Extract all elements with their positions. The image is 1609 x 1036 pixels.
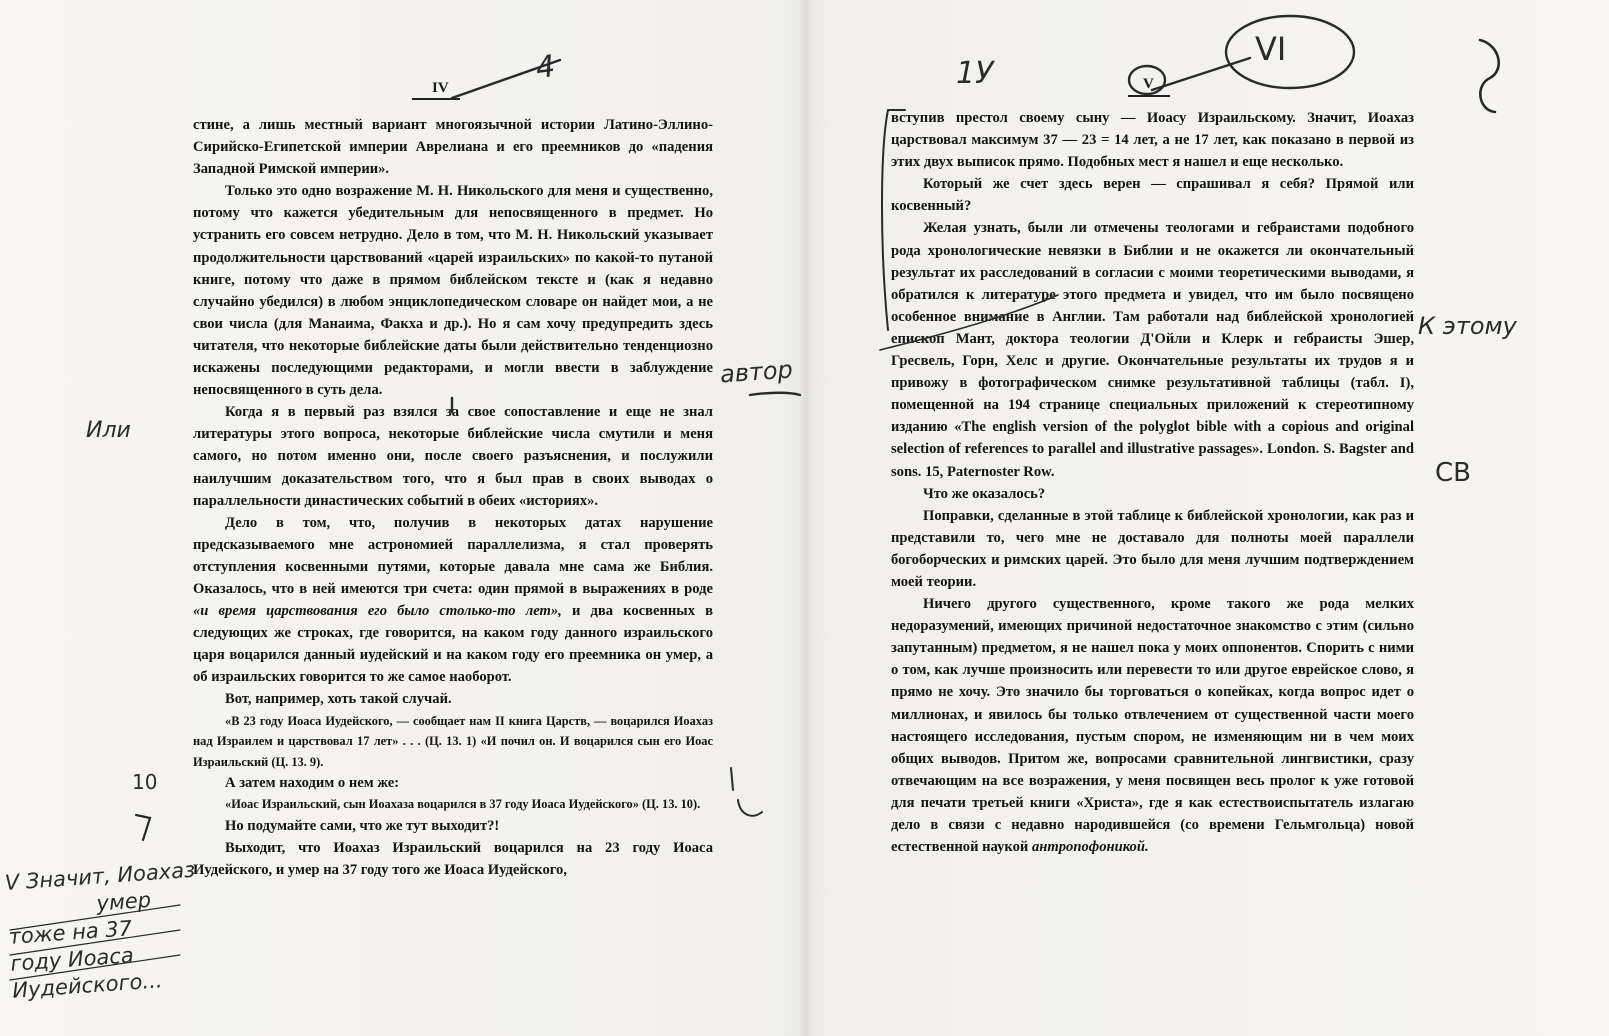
hw-circled-number: VI xyxy=(1255,30,1287,68)
circle-page-v xyxy=(1129,66,1165,94)
stroke-arrow-k-etomu xyxy=(880,295,1058,350)
left-paragraph-5: Вот, например, хоть такой случай. xyxy=(225,691,452,708)
hw-bottom-note-line-1: V Значит, Иоахаз xyxy=(4,857,196,895)
hw-margin-10: 10 xyxy=(132,770,158,794)
left-paragraph-2: Только это одно возражение М. Н. Никольского для меня и существенно, потому что кажется убедительным для непосвященного в предмет. Но устранить его совсем нетрудно. Дело в том, что М. Н. Никольский указывает продолжительности царствований «царей израильских» по какой-то путаной книге, потому что даже в прямом библейском тексте и (как я недавно случайно убедился) в любом энциклопедическом словаре он найдет мои, а не свои числа (для Манаима, Факха и др.). Но я сам хочу предупредить здесь читателя, что некоторые библейские даты были действительно тенденциозно искажены последующими редакторами, и могли ввести в заблуждение непосвященного в суть дела. xyxy=(193,183,713,399)
right-paragraph-1: вступив престол своему сыну — Иоасу Израильскому. Значит, Иоахаз царствовал максимум 37 — 23 = 14 лет, а не 17 лет, как показано в первой из этих двух выписок прямо. Подобных мест я нашел и еще несколько. xyxy=(891,110,1414,171)
stroke-tick-1 xyxy=(731,768,733,790)
left-paragraph-8: Выходит, что Иоахаз Израильский воцарился на 23 году Иоаса Иудейского, и умер на 37 году того же Иоаса Иудейского, xyxy=(193,839,713,878)
right-italic-word: антропофоникой. xyxy=(1031,839,1149,856)
right-paragraph-3: Желая узнать, были ли отмечены теологами и гебраистами подобного рода хронологические невязки в Библии и не окажется ли окончательный результат их расследований в согласии с моими теоретическими выводами, я обратился к литературе этого предмета и увидел, что им было посвящено особенное внимание в Англии. Там работали над библейской хронологией епископ Мант, доктора теологии Д'Ойли и Клерк и гебраисты Эшер, Гресвель, Горн, Хелс и другие. Окончательные результаты их трудов я и привожу в фотографическом снимке результативной таблицы (табл. I), помещенной на 194 странице специальных приложений к стереотипному изданию «The english version of the polyglot bible with a copious and original selection of references to parallel and illustrative passages». London. S. Bagster and sons. 15, Paternoster Row. xyxy=(891,220,1414,480)
left-paragraph-4-start: Дело в том, что, получив в некоторых датах нарушение предсказываемого мне астрономией параллелизма, я стал проверять отступления косвенными путями, которые давала мне сама же Библия. Оказалось, что в ней имеются три счета: один прямой в выражениях в роде xyxy=(193,514,713,597)
hw-bottom-note-line-3: тоже на 37 xyxy=(7,916,133,949)
hw-bottom-note-line-5: Иудейского... xyxy=(11,968,164,1003)
left-quote-1: «В 23 году Иоаса Иудейского, — сообщает нам II книга Царств, — воцарился Иоахаз над Израилем и царствовал 17 лет» . . . (Ц. 13. 1) «И почил он. И воцарился сын его Иоас Израильский (Ц. 13. 9). xyxy=(193,713,713,769)
stroke-line-to-vi xyxy=(1152,58,1250,90)
right-page-number: V xyxy=(1143,76,1154,92)
stroke-left-bracket xyxy=(882,110,888,330)
left-paragraph-3: Когда я в первый раз взялся за свое сопоставление и еще не знал литературы этого вопроса, некоторые библейские числа смутили и меня самого, но потом именно они, после своего разъяснения, и послужили наилучшим доказательством того, что я был прав в своих выводах о параллельности династических событий в обеих «историях». xyxy=(193,404,713,509)
hw-avtor: автор xyxy=(719,355,794,389)
hw-top-right xyxy=(1486,60,1511,106)
hw-bottom-note xyxy=(4,857,204,1005)
left-page-number: IV xyxy=(432,80,449,96)
circle-vi xyxy=(1226,16,1354,88)
left-paragraph-1: стине, а лишь местный вариант многоязычной истории Латино-Эллино-Сирийско-Египетской империи Аврелиана и его преемников до «падения Западной Римской империи». xyxy=(193,117,713,178)
right-paragraph-6-text: Ничего другого существенного, кроме такого же рода мелких недоразумений, имеющих причиной недостаточное знакомство с этим (сильно запутанным) предметом, я не нашел пока у моих оппонентов. Спорить с ними о том, как лучше произносить или перевести то или другое еврейское слово, я прямо не хочу. Это значило бы торговаться о копейках, когда вопрос идет о миллионах, и явилось бы только отвлечением от существенной части моего настоящего исследования, пустым спором, не изменяющим ни в чем моих общих выводов. Притом же, вопросами сравнительной лингвистики, сразу отвечающим на все возражения, у меня посвящен весь пролог к уже готовой для печати третьей книги «Христа», где я как естествоиспытатель излагаю дело в связи с недавно народившейся (со времени Гельмгольца) новой естественной наукой xyxy=(891,596,1414,856)
right-paragraph-4: Что же оказалось? xyxy=(923,485,1046,502)
hw-margin-5 xyxy=(128,812,145,842)
hw-k-etomu: К этому xyxy=(1418,312,1517,340)
left-paragraph-7: Но подумайте сами, что же тут выходит?! xyxy=(225,817,500,834)
hw-sv: СВ xyxy=(1435,458,1471,488)
stroke-tick-2 xyxy=(738,800,762,816)
stroke-avtor-underline xyxy=(750,393,800,395)
left-paragraph-4-end: и два косвенных в следующих же строках, где говорится, на каком году данного израильского царя воцарился данный иудейский и на каком году его преемника он умер, а об израильских говорится то же самое наоборот. xyxy=(193,603,714,686)
right-paragraph-5: Поправки, сделанные в этой таблице к библейской хронологии, как раз и представили то, чего мне не доставало для полноты моей параллели богоборческих и римских царей. Это было для меня лучшим подтверждением моей теории. xyxy=(891,507,1414,590)
left-paragraph-6: А затем находим о нем же: xyxy=(225,775,400,792)
hw-top-mid: 1У xyxy=(956,56,994,91)
hw-ili: Или xyxy=(86,418,131,443)
left-italic-phrase: «и время царствования его было столько-то лет», xyxy=(193,603,562,620)
left-quote-2: «Иоас Израильский, сын Иоахаза воцарился в 37 году Иоаса Иудейского» (Ц. 13. 10). xyxy=(225,797,701,812)
hw-top-left-mark: 4 xyxy=(533,48,558,87)
right-paragraph-2: Который же счет здесь верен — спрашивал я себя? Прямой или косвенный? xyxy=(891,176,1414,215)
hw-bottom-note-line-2: умер xyxy=(95,887,152,916)
hw-bottom-note-line-4: году Иоаса xyxy=(9,943,135,976)
